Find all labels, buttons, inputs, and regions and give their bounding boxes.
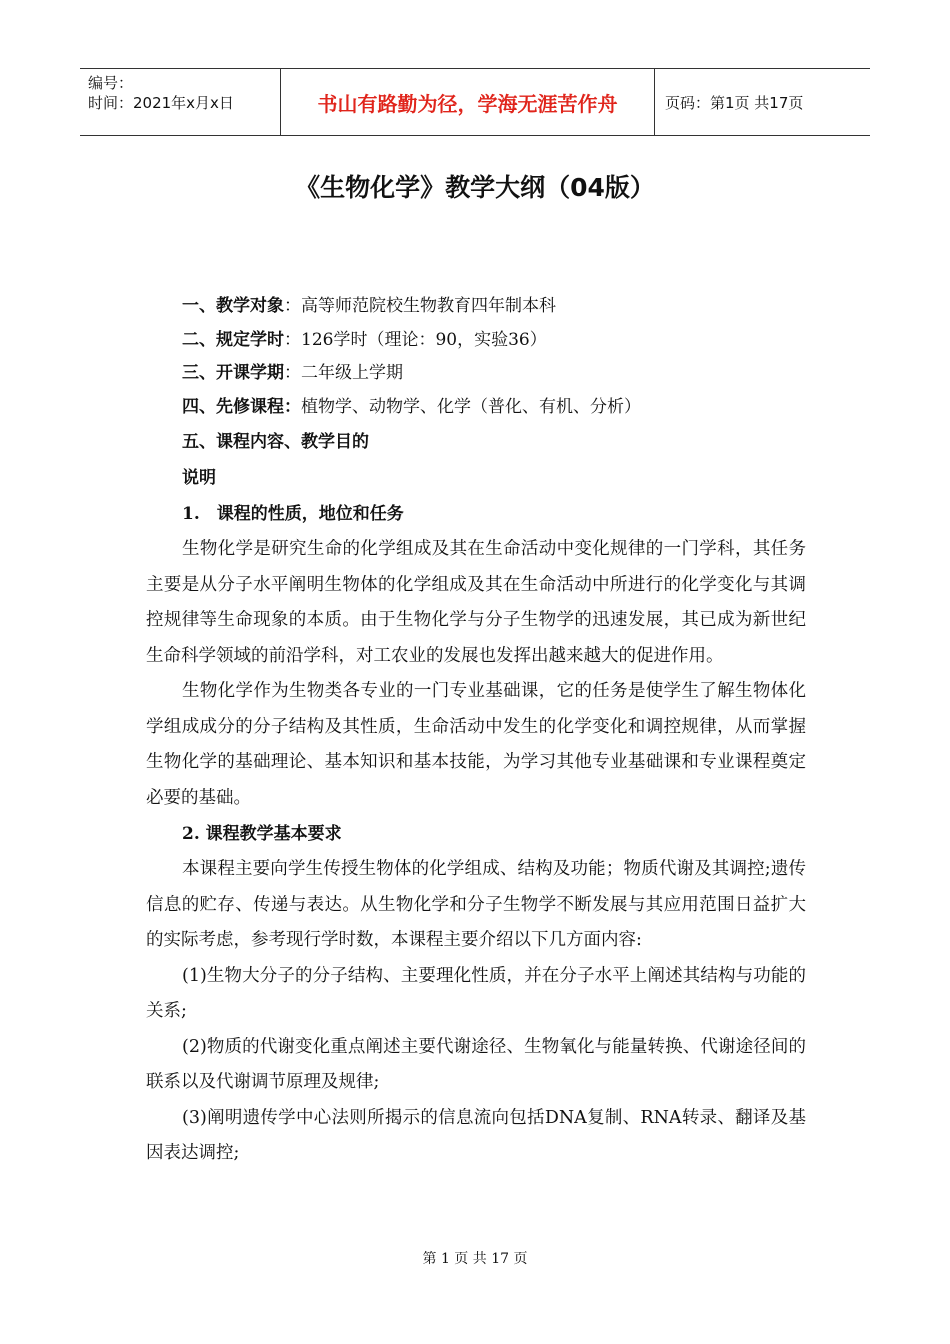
list-item: (3)阐明遗传学中心法则所揭示的信息流向包括DNA复制、RNA转录、翻译及基因表达调控; (146, 1107, 806, 1163)
meta-value: ：二年级上学期 (284, 363, 403, 383)
list-item: (1)生物大分子的分子结构、主要理化性质，并在分子水平上阐述其结构与功能的关系; (146, 965, 806, 1021)
meta-line-prereq (182, 391, 806, 425)
explanation-heading: 说明 (182, 468, 216, 488)
meta-label: 一、教学对象 (182, 296, 284, 316)
time-label: 时间：2021年x月x日 (88, 94, 234, 112)
paragraph: 生物化学是研究生命的化学组成及其在生命活动中变化规律的一门学科，其任务主要是从分子水平阐明生物体的化学组成及其在生命活动中所进行的化学变化与其调控规律等生命现象的本质。由于生物化学与分子生物学的迅速发展，其已成为新世纪生命科学领域的前沿学科，对工农业的发展也发挥出越来越大的促进作用。 (146, 539, 806, 666)
document-title: 《生物化学》教学大纲（04版） (295, 173, 655, 202)
header-table (80, 68, 870, 136)
subsection-heading-1: 1. 课程的性质，地位和任务 (182, 504, 404, 524)
number-label: 编号： (88, 74, 134, 92)
header-left-cell (80, 69, 281, 135)
meta-line-target (182, 290, 806, 324)
paragraph: 生物化学作为生物类各专业的一门专业基础课，它的任务是使学生了解生物体化学组成成分的分子结构及其性质，生命活动中发生的化学变化和调控规律，从而掌握生物化学的基础理论、基本知识和基本技能，为学习其他专业基础课和专业课程奠定必要的基础。 (146, 681, 806, 808)
meta-label: 三、开课学期 (182, 363, 284, 383)
meta-label: 四、先修课程： (182, 396, 301, 417)
motto: 书山有路勤为径，学海无涯苦作舟 (281, 69, 655, 135)
page-info: 页码：第1页 共17页 (665, 93, 804, 112)
section-heading: 五、课程内容、教学目的 (182, 432, 369, 452)
meta-line-semester (182, 357, 806, 391)
meta-value: ：高等师范院校生物教育四年制本科 (284, 296, 556, 316)
subsection-heading-2: 2. 课程教学基本要求 (182, 824, 342, 844)
meta-value: ：126学时（理论：90，实验36） (284, 329, 547, 350)
list-item: (2)物质的代谢变化重点阐述主要代谢途径、生物氧化与能量转换、代谢途径间的联系以及代谢调节原理及规律; (146, 1036, 806, 1092)
document-body (146, 290, 806, 1172)
meta-value: 植物学、动物学、化学（普化、有机、分析） (301, 396, 641, 417)
page-footer: 第 1 页 共 17 页 (422, 1251, 528, 1267)
paragraph: 本课程主要向学生传授生物体的化学组成、结构及功能；物质代谢及其调控;遗传信息的贮存、传递与表达。从生物化学和分子生物学不断发展与其应用范围日益扩大的实际考虑，参考现行学时数，本课程主要介绍以下几方面内容: (146, 859, 806, 950)
meta-label: 二、规定学时 (182, 329, 284, 350)
meta-line-hours (182, 324, 806, 358)
